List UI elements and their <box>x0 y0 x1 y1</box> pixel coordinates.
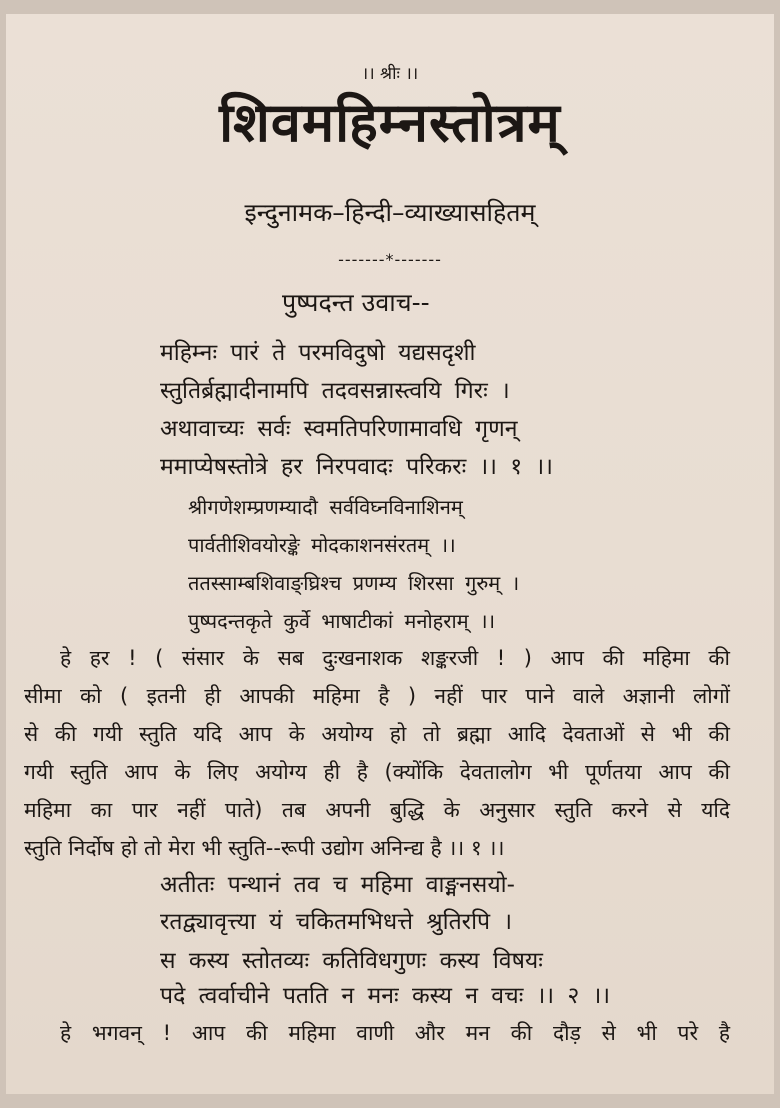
subtitle: इन्दुनामक–हिन्दी–व्याख्यासहितम् <box>244 198 536 227</box>
invocation-line: ततस्साम्बशिवाङ्घ्रिश्च प्रणम्य शिरसा गुरुम् । <box>188 571 520 595</box>
commentary-line: से की गयी स्तुति यदि आप के अयोग्य हो तो ब्रह्मा आदि देवताओं से भी की <box>24 722 730 746</box>
verse-line: स कस्य स्तोतव्यः कतिविधगुणः कस्य विषयः <box>160 948 543 974</box>
commentary-line: हे भगवन् ! आप की महिमा वाणी और मन की दौड़ से भी परे है <box>60 1021 730 1045</box>
verse-line: रतद्व्यावृत्त्या यं चकितमभिधत्ते श्रुतिरपि । <box>160 909 513 935</box>
speaker-heading: पुष्पदन्त उवाच-- <box>282 288 430 317</box>
verse-line: स्तुतिर्ब्रह्मादीनामपि तदवसन्नास्त्वयि गिरः । <box>160 378 510 404</box>
commentary-line: महिमा का पार नहीं पाते) तब अपनी बुद्धि के अनुसार स्तुति करने से यदि <box>24 798 730 822</box>
commentary-line: हे हर ! ( संसार के सब दुःखनाशक शङ्करजी ! ) आप की महिमा की <box>60 646 730 670</box>
invocation-line: पार्वतीशिवयोरङ्के मोदकाशनसंरतम् ।। <box>188 533 456 557</box>
invocation-line: पुष्पदन्तकृते कुर्वे भाषाटीकां मनोहराम् ।। <box>188 609 496 633</box>
verse-line: महिम्नः पारं ते परमविदुषो यद्यसदृशी <box>160 340 476 366</box>
verse-line: अथावाच्यः सर्वः स्वमतिपरिणामावधि गृणन् <box>160 416 518 442</box>
invocation-line: श्रीगणेशम्प्रणम्यादौ सर्वविघ्नविनाशिनम् <box>188 495 463 519</box>
commentary-line: स्तुति निर्दोष हो तो मेरा भी स्तुति--रूपी उद्योग अनिन्द्य है ।। १ ।। <box>24 836 505 860</box>
commentary-line: गयी स्तुति आप के लिए अयोग्य ही है (क्योंकि देवतालोग भी पूर्णतया आप की <box>24 760 730 784</box>
commentary-line: सीमा को ( इतनी ही आपकी महिमा है ) नहीं पार पाने वाले अज्ञानी लोगों <box>24 684 730 708</box>
verse-line: ममाप्येषस्तोत्रे हर निरपवादः परिकरः ।। १ ।। <box>160 454 553 480</box>
page-title: शिवमहिम्नस्तोत्रम् <box>219 91 561 154</box>
verse-line: पदे त्वर्वाचीने पतति न मनः कस्य न वचः ।। २ ।। <box>160 983 611 1009</box>
divider: -------*------- <box>338 250 442 269</box>
verse-line: अतीतः पन्थानं तव च महिमा वाङ्मनसयो- <box>160 872 515 898</box>
header-invocation: ।। श्रीः ।। <box>361 64 419 84</box>
